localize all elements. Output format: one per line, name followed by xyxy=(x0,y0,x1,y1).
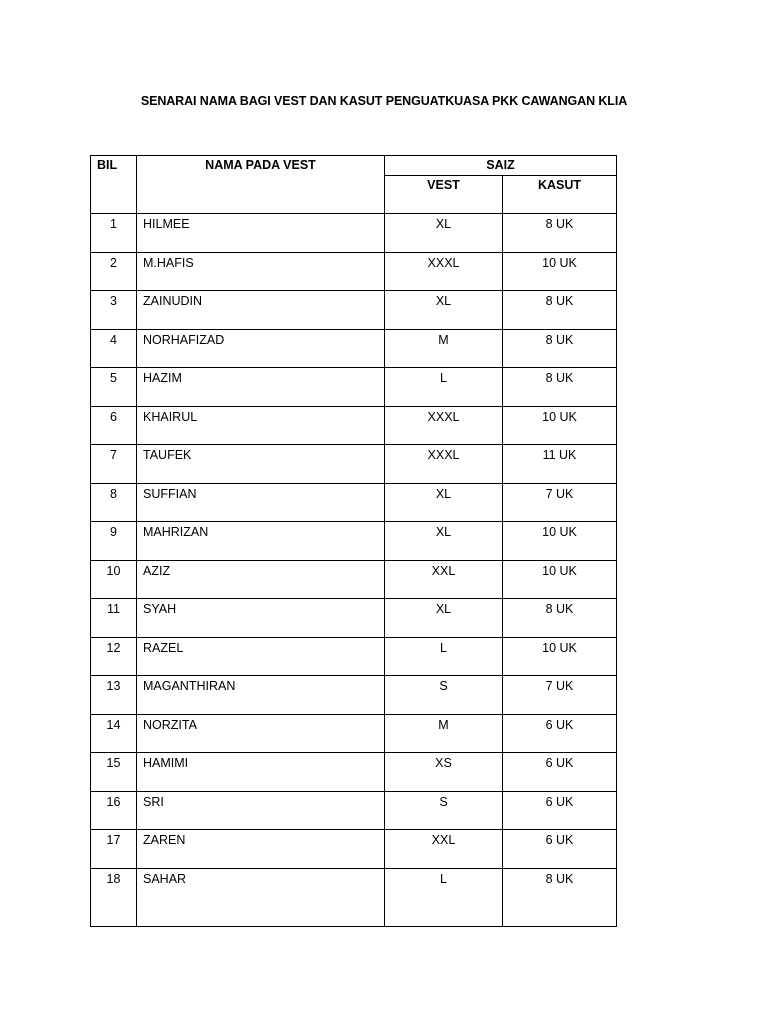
cell-bil: 15 xyxy=(91,753,137,792)
cell-bil: 14 xyxy=(91,714,137,753)
cell-vest: M xyxy=(385,714,503,753)
table-row xyxy=(91,522,617,561)
cell-vest: XL xyxy=(385,599,503,638)
cell-kasut: 8 UK xyxy=(503,368,617,407)
table-row xyxy=(91,483,617,522)
cell-kasut: 6 UK xyxy=(503,830,617,869)
header-saiz-label: SAIZ xyxy=(486,158,515,172)
table-row xyxy=(91,868,617,926)
cell-vest: L xyxy=(385,637,503,676)
header-nama xyxy=(137,156,385,214)
header-nama-label: NAMA PADA VEST xyxy=(205,158,316,172)
cell-nama: NORZITA xyxy=(137,714,385,753)
cell-kasut: 7 UK xyxy=(503,483,617,522)
cell-nama: SUFFIAN xyxy=(137,483,385,522)
cell-bil: 4 xyxy=(91,329,137,368)
cell-bil: 17 xyxy=(91,830,137,869)
cell-nama: SAHAR xyxy=(137,868,385,926)
cell-vest: XL xyxy=(385,214,503,253)
cell-vest: XXL xyxy=(385,560,503,599)
cell-nama: AZIZ xyxy=(137,560,385,599)
cell-vest: S xyxy=(385,676,503,715)
cell-nama: RAZEL xyxy=(137,637,385,676)
cell-vest: L xyxy=(385,368,503,407)
cell-vest: XXXL xyxy=(385,252,503,291)
cell-vest: XL xyxy=(385,291,503,330)
cell-kasut: 6 UK xyxy=(503,714,617,753)
cell-kasut: 8 UK xyxy=(503,214,617,253)
cell-kasut: 11 UK xyxy=(503,445,617,484)
cell-vest: XXXL xyxy=(385,406,503,445)
cell-bil: 3 xyxy=(91,291,137,330)
table-row xyxy=(91,676,617,715)
cell-kasut: 8 UK xyxy=(503,291,617,330)
cell-bil: 9 xyxy=(91,522,137,561)
header-saiz xyxy=(385,156,617,176)
cell-kasut: 10 UK xyxy=(503,522,617,561)
table-row xyxy=(91,714,617,753)
cell-nama: TAUFEK xyxy=(137,445,385,484)
cell-kasut: 10 UK xyxy=(503,406,617,445)
cell-kasut: 10 UK xyxy=(503,252,617,291)
cell-kasut: 7 UK xyxy=(503,676,617,715)
cell-nama: HAMIMI xyxy=(137,753,385,792)
cell-bil: 18 xyxy=(91,868,137,926)
cell-bil: 2 xyxy=(91,252,137,291)
cell-kasut: 10 UK xyxy=(503,560,617,599)
cell-bil: 11 xyxy=(91,599,137,638)
cell-vest: XL xyxy=(385,483,503,522)
cell-nama: MAHRIZAN xyxy=(137,522,385,561)
cell-nama: NORHAFIZAD xyxy=(137,329,385,368)
cell-kasut: 6 UK xyxy=(503,753,617,792)
cell-nama: HILMEE xyxy=(137,214,385,253)
table-row xyxy=(91,560,617,599)
cell-bil: 16 xyxy=(91,791,137,830)
table-row xyxy=(91,252,617,291)
cell-vest: S xyxy=(385,791,503,830)
table-row xyxy=(91,406,617,445)
table-row xyxy=(91,368,617,407)
header-bil xyxy=(91,156,137,214)
cell-vest: XS xyxy=(385,753,503,792)
table-row xyxy=(91,830,617,869)
cell-bil: 10 xyxy=(91,560,137,599)
cell-nama: ZAREN xyxy=(137,830,385,869)
cell-nama: HAZIM xyxy=(137,368,385,407)
cell-vest: L xyxy=(385,868,503,926)
table-row xyxy=(91,599,617,638)
cell-bil: 1 xyxy=(91,214,137,253)
cell-nama: KHAIRUL xyxy=(137,406,385,445)
cell-bil: 12 xyxy=(91,637,137,676)
cell-nama: SRI xyxy=(137,791,385,830)
table-row xyxy=(91,637,617,676)
header-kasut-label: KASUT xyxy=(537,178,582,192)
document-title: SENARAI NAMA BAGI VEST DAN KASUT PENGUATKUASA PKK CAWANGAN KLIA xyxy=(140,94,628,108)
cell-nama: ZAINUDIN xyxy=(137,291,385,330)
header-kasut xyxy=(503,176,617,214)
cell-vest: XXXL xyxy=(385,445,503,484)
cell-kasut: 10 UK xyxy=(503,637,617,676)
cell-nama: SYAH xyxy=(137,599,385,638)
header-vest-label: VEST xyxy=(427,178,460,192)
cell-kasut: 8 UK xyxy=(503,599,617,638)
cell-bil: 6 xyxy=(91,406,137,445)
table-row xyxy=(91,445,617,484)
cell-bil: 13 xyxy=(91,676,137,715)
table-row xyxy=(91,791,617,830)
cell-kasut: 6 UK xyxy=(503,791,617,830)
cell-bil: 8 xyxy=(91,483,137,522)
cell-vest: M xyxy=(385,329,503,368)
cell-kasut: 8 UK xyxy=(503,329,617,368)
roster-table xyxy=(90,155,617,927)
table-row xyxy=(91,753,617,792)
header-vest xyxy=(385,176,503,214)
cell-bil: 5 xyxy=(91,368,137,407)
table-row xyxy=(91,329,617,368)
cell-bil: 7 xyxy=(91,445,137,484)
table-body xyxy=(91,214,617,927)
table-row xyxy=(91,291,617,330)
cell-kasut: 8 UK xyxy=(503,868,617,926)
header-bil-label: BIL xyxy=(97,158,118,172)
cell-vest: XL xyxy=(385,522,503,561)
cell-nama: M.HAFIS xyxy=(137,252,385,291)
table-header xyxy=(91,156,617,214)
table-row xyxy=(91,214,617,253)
cell-nama: MAGANTHIRAN xyxy=(137,676,385,715)
cell-vest: XXL xyxy=(385,830,503,869)
